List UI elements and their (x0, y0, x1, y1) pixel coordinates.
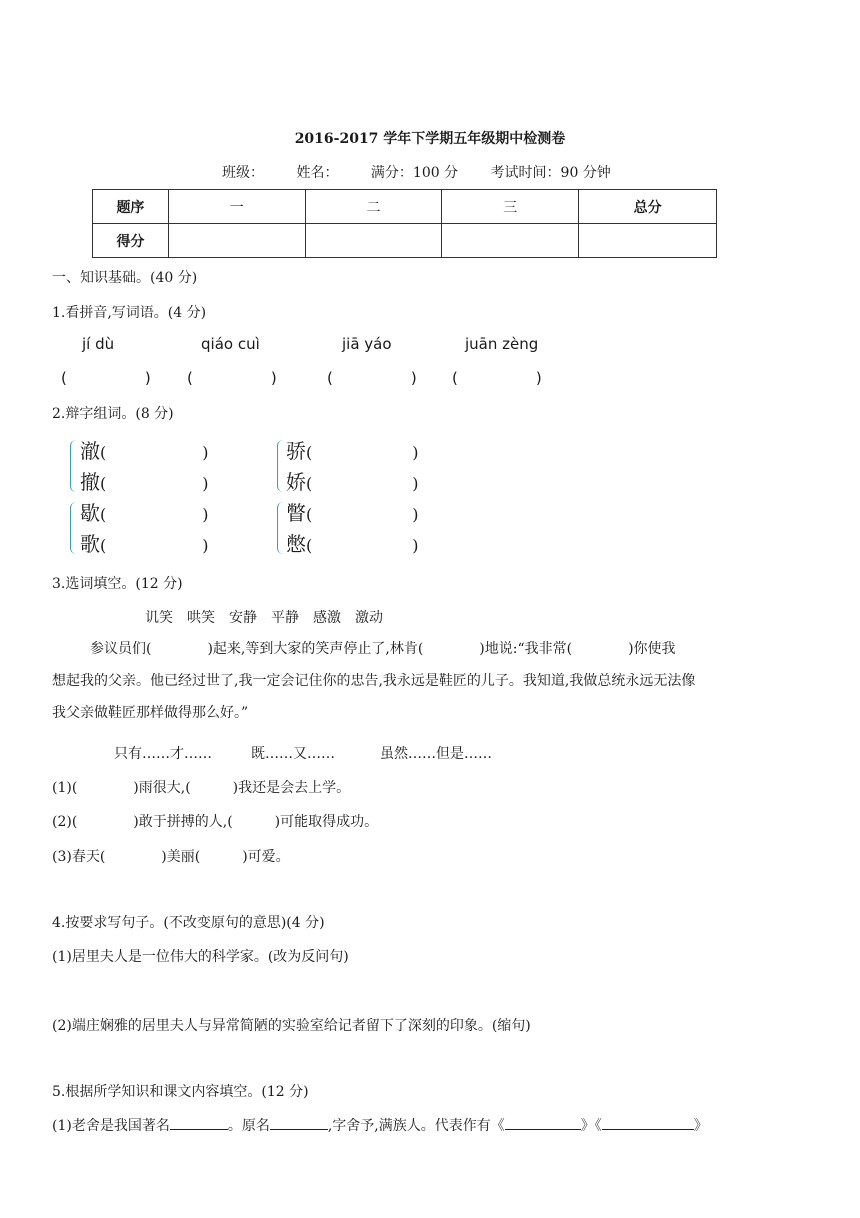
header-cell: 一 (168, 190, 305, 224)
score-cell[interactable] (168, 224, 305, 258)
paragraph-line: 想起我的父亲。他已经过世了,我一定会记住你的忠告,我永远是鞋匠的儿子。我知道,我做总统永远无法像 (52, 673, 696, 689)
sentence: (3)春天( )美丽( )可爱。 (52, 849, 290, 865)
fill-blank[interactable] (270, 1115, 328, 1130)
header-cell: 三 (442, 190, 579, 224)
fill-blank[interactable] (505, 1115, 581, 1130)
paragraph-line: 参议员们( )起来,等到大家的笑声停止了,林肯( )地说:“我非常( )你使我 (90, 641, 676, 657)
answer-blank[interactable]: ( ) (327, 369, 417, 387)
sentence: (1)( )雨很大,( )我还是会去上学。 (52, 780, 351, 796)
question-title: 5.根据所学知识和课文内容填空。(12 分) (52, 1084, 309, 1100)
pinyin-label: jí dù (82, 335, 115, 353)
fill-in-line: (1)老舍是我国著名 。原名 ,字舍予,满族人。代表作有《 》《 》 (52, 1115, 708, 1135)
conjunction-option: 只有……才…… (114, 746, 212, 762)
answer-blank[interactable]: ( ) (306, 505, 419, 524)
char-row: 歇( ) (80, 501, 209, 525)
answer-blank[interactable]: ( ) (100, 474, 209, 493)
brace-icon (277, 440, 284, 492)
score-table (92, 189, 717, 258)
header-cell: 二 (305, 190, 442, 224)
brace-icon (277, 502, 284, 554)
pinyin-label: jiā yáo (342, 335, 392, 353)
page-title: 2016-2017 学年下学期五年级期中检测卷 (294, 131, 566, 147)
answer-blank[interactable]: ( ) (61, 369, 151, 387)
question-title: 3.选词填空。(12 分) (52, 576, 183, 592)
pinyin-label: juān zèng (465, 335, 539, 353)
question-title: 4.按要求写句子。(不改变原句的意思)(4 分) (52, 915, 325, 931)
paragraph-line: 我父亲做鞋匠那样做得那么好。” (52, 705, 249, 721)
word-bank: 讥笑 哄笑 安静 平静 感激 激动 (145, 610, 383, 626)
sentence: (1)居里夫人是一位伟大的科学家。(改为反问句) (52, 949, 349, 965)
score-table-score-row (93, 224, 717, 258)
answer-blank[interactable]: ( ) (100, 536, 209, 555)
char-row: 歌( ) (80, 532, 209, 556)
char-row: 澈( ) (80, 439, 209, 463)
score-cell[interactable] (579, 224, 717, 258)
exam-info (222, 162, 611, 182)
class-label: 班级： (222, 165, 264, 181)
answer-blank[interactable]: ( ) (100, 505, 209, 524)
answer-blank[interactable]: ( ) (187, 369, 277, 387)
row-label: 得分 (93, 224, 169, 258)
brace-icon (70, 440, 77, 492)
answer-blank[interactable]: ( ) (452, 369, 542, 387)
header-cell: 题序 (93, 190, 169, 224)
answer-blank[interactable]: ( ) (306, 443, 419, 462)
char-row: 憋( ) (286, 532, 419, 556)
header-cell: 总分 (579, 190, 717, 224)
fill-blank[interactable] (602, 1115, 694, 1130)
char-row: 瞥( ) (286, 501, 419, 525)
answer-blank[interactable]: ( ) (306, 474, 419, 493)
answer-blank[interactable]: ( ) (306, 536, 419, 555)
conjunction-option: 既……又…… (251, 746, 335, 762)
exam-time: 考试时间：90 分钟 (490, 165, 611, 181)
question-title: 2.辩字组词。(8 分) (52, 406, 174, 422)
score-cell[interactable] (305, 224, 442, 258)
score-cell[interactable] (442, 224, 579, 258)
name-label: 姓名： (296, 165, 339, 181)
answer-blank[interactable]: ( ) (100, 443, 209, 462)
char-row: 撤( ) (80, 470, 209, 494)
conjunction-option: 虽然……但是…… (380, 746, 492, 762)
sentence: (2)( )敢于拼搏的人,( )可能取得成功。 (52, 814, 379, 830)
full-score: 满分：100 分 (370, 165, 459, 181)
fill-blank[interactable] (170, 1115, 228, 1130)
char-row: 娇( ) (286, 470, 419, 494)
section-heading: 一、知识基础。(40 分) (52, 270, 198, 286)
score-table-header-row (93, 190, 717, 224)
sentence: (2)端庄娴雅的居里夫人与异常简陋的实验室给记者留下了深刻的印象。(缩句) (52, 1018, 531, 1034)
brace-icon (70, 502, 77, 554)
pinyin-label: qiáo cuì (201, 335, 260, 353)
char-row: 骄( ) (286, 439, 419, 463)
question-title: 1.看拼音,写词语。(4 分) (52, 305, 207, 321)
